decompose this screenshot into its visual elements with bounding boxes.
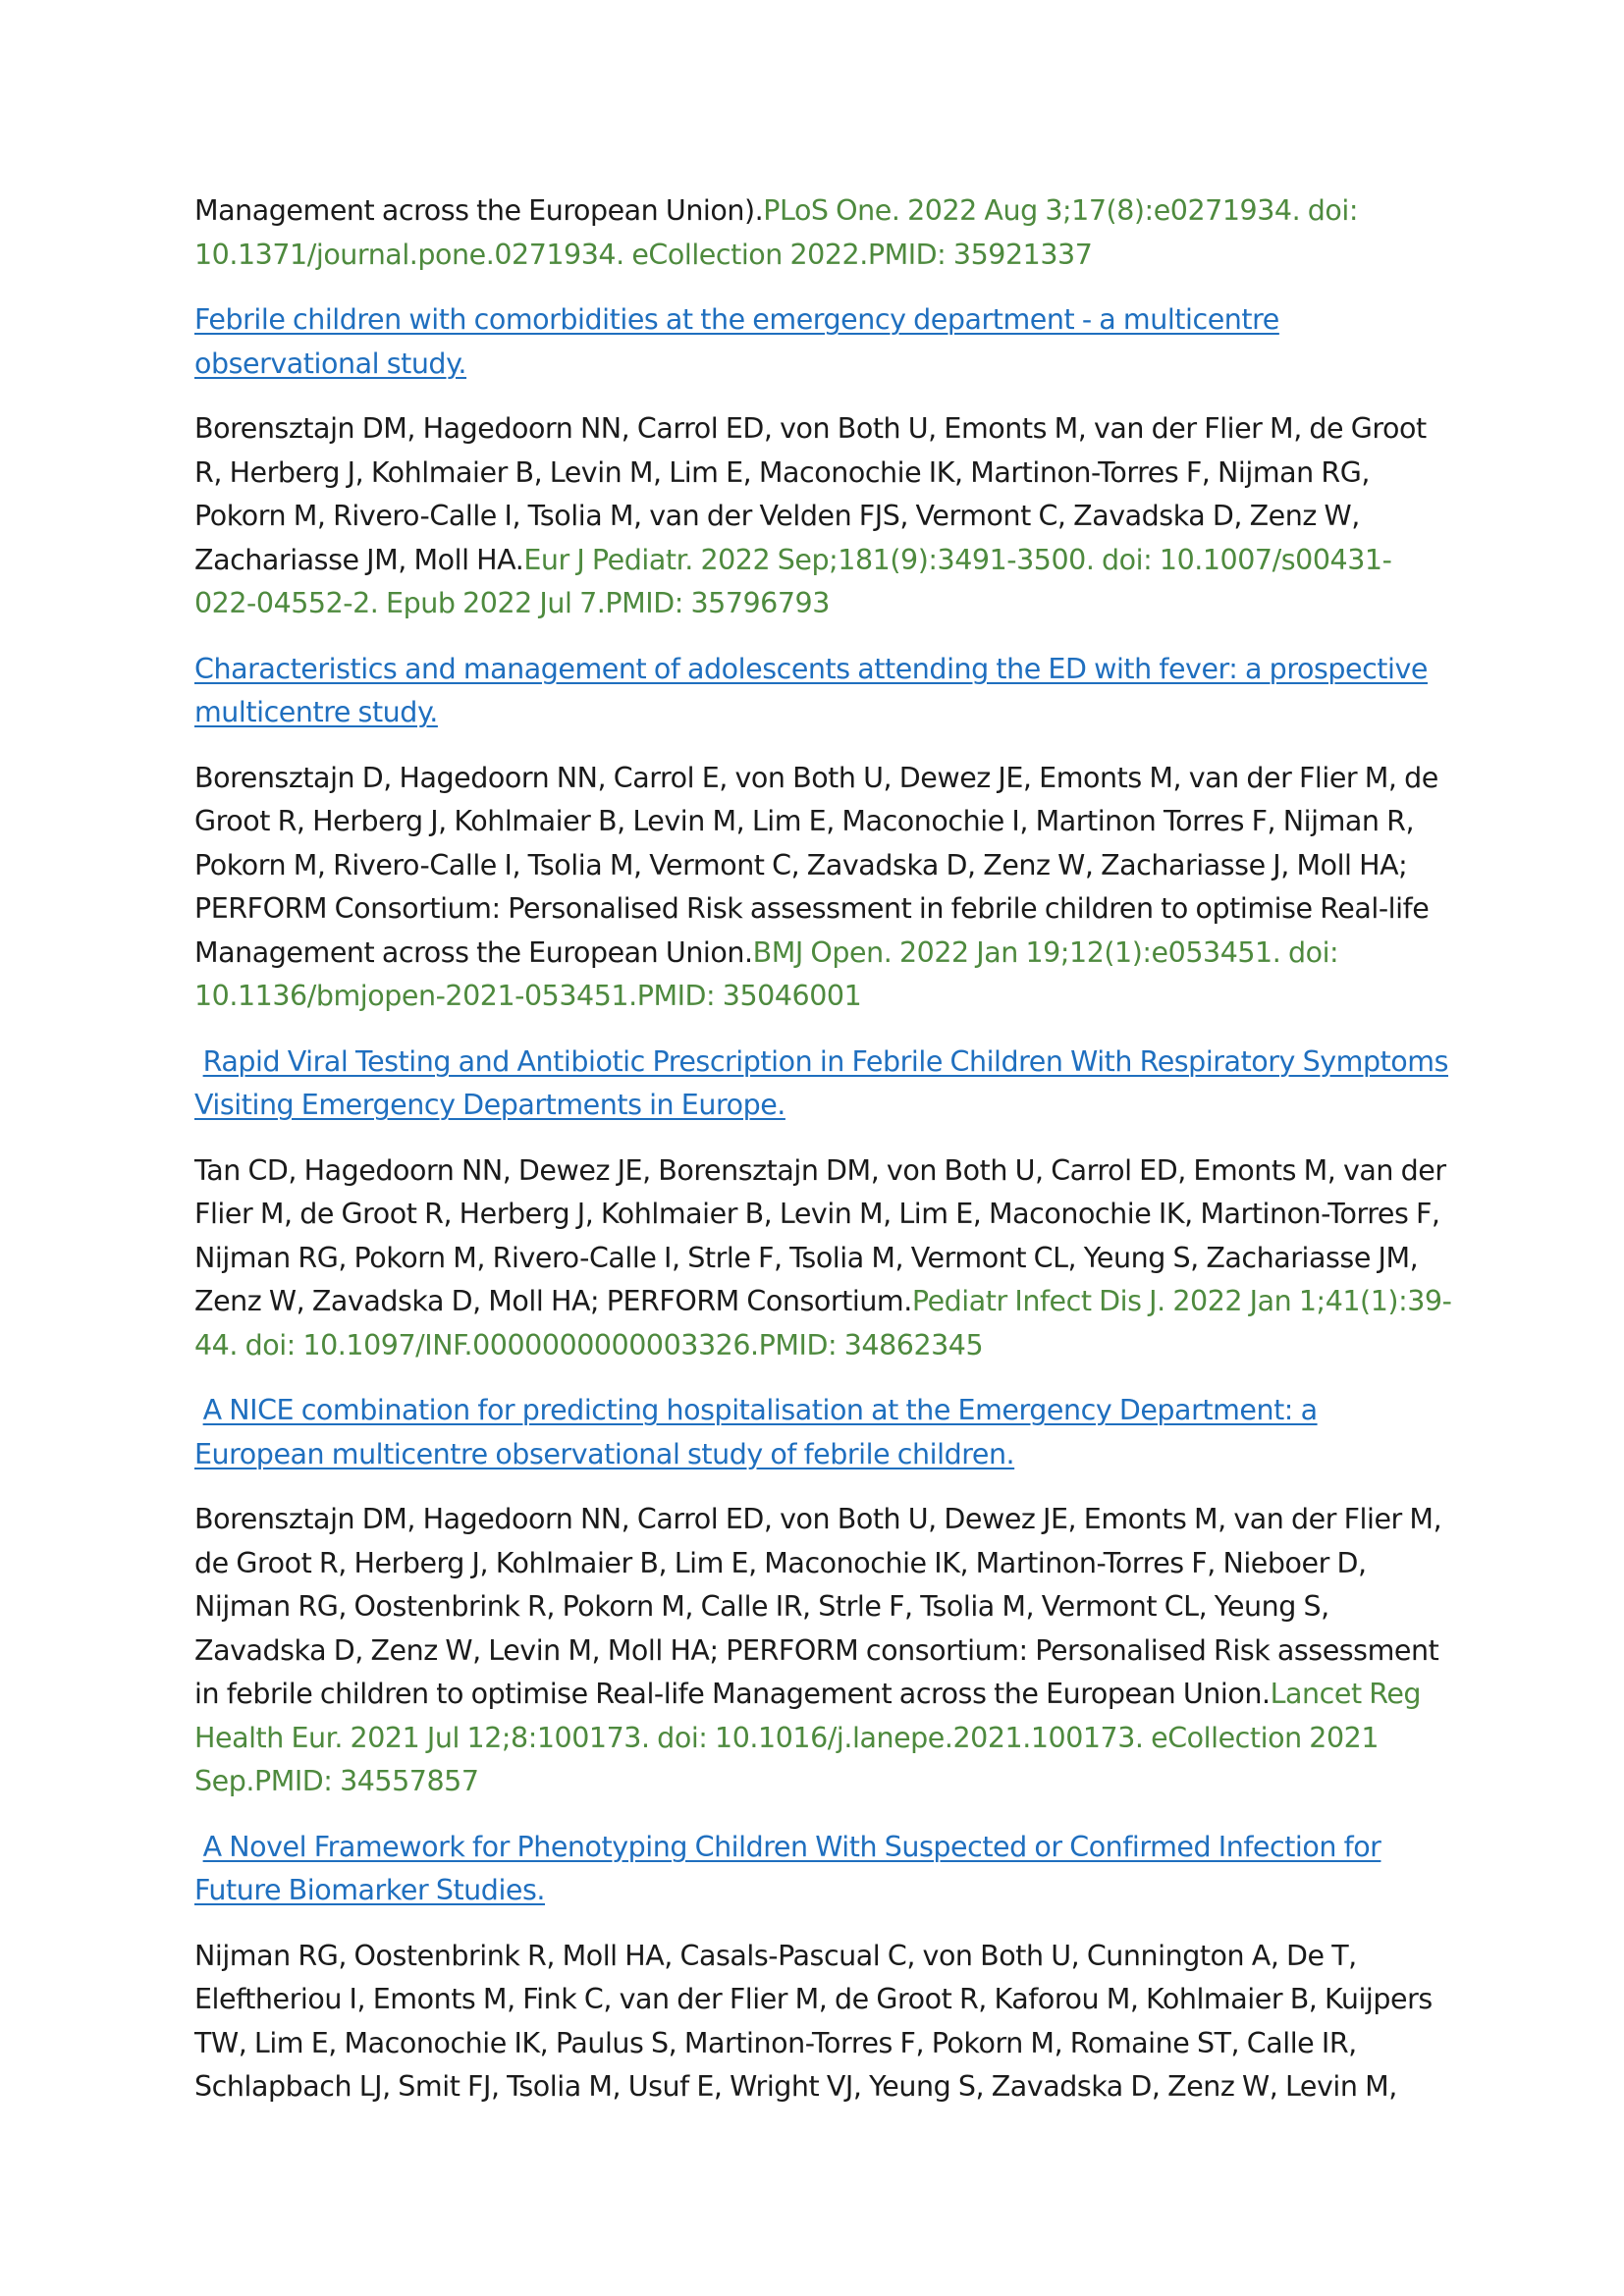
reference-citation: BMJ Open. 2022 Jan 19;12(1):e053451. doi: 10.1136/bmjopen-2021-053451.PMID: 35046001	[194, 935, 1339, 1012]
reference-title-4	[194, 1389, 1453, 1476]
reference-details-1	[194, 407, 1453, 626]
reference-title-2	[194, 648, 1453, 735]
reference-details-5	[194, 1935, 1453, 2109]
reference-details-2	[194, 757, 1453, 1019]
reference-authors: Nijman RG, Oostenbrink R, Moll HA, Casals-Pascual C, von Both U, Cunnington A, De T, Eleftheriou I, Emonts M, Fink C, van der Flier M, de Groot R, Kaforou M, Kohlmaier B, Kuijpers TW, Lim E, Maconochie IK, Paulus S, Martinon-Torres F, Pokorn M, Romaine ST, Calle IR, Schlapbach LJ, Smit FJ, Tsolia M, Usuf E, Wright VJ, Yeung S, Zavadska D, Zenz W, Levin M,	[194, 1939, 1433, 2103]
reference-authors: Tan CD, Hagedoorn NN, Dewez JE, Borensztajn DM, von Both U, Carrol ED, Emonts M, van der Flier M, de Groot R, Herberg J, Kohlmaier B, Levin M, Lim E, Maconochie IK, Martinon-Torres F, Nijman RG, Pokorn M, Rivero-Calle I, Strle F, Tsolia M, Vermont CL, Yeung S, Zachariasse JM, Zenz W, Zavadska D, Moll HA; PERFORM Consortium.	[194, 1153, 1446, 1317]
reference-authors: Borensztajn DM, Hagedoorn NN, Carrol ED, von Both U, Dewez JE, Emonts M, van der Flier M, de Groot R, Herberg J, Kohlmaier B, Lim E, Maconochie IK, Martinon-Torres F, Nieboer D, Nijman RG, Oostenbrink R, Pokorn M, Calle IR, Strle F, Tsolia M, Vermont CL, Yeung S, Zavadska D, Zenz W, Levin M, Moll HA; PERFORM consortium: Personalised Risk assessment in febrile children to optimise Real-life Management across the European Union.	[194, 1503, 1442, 1710]
reference-authors: Borensztajn DM, Hagedoorn NN, Carrol ED, von Both U, Emonts M, van der Flier M, de Groot R, Herberg J, Kohlmaier B, Levin M, Lim E, Maconochie IK, Martinon-Torres F, Nijman RG, Pokorn M, Rivero-Calle I, Tsolia M, van der Velden FJS, Vermont C, Zavadska D, Zenz W, Zachariasse JM, Moll HA.	[194, 412, 1427, 576]
reference-title-5	[194, 1826, 1453, 1913]
reference-citation: PLoS One. 2022 Aug 3;17(8):e0271934. doi: 10.1371/journal.pone.0271934. eCollection 2022.PMID: 35921337	[194, 194, 1359, 271]
reference-fragment	[194, 189, 1453, 277]
reference-title-3	[194, 1041, 1453, 1128]
reference-title-link[interactable]: A Novel Framework for Phenotyping Children With Suspected or Confirmed Infection for Future Biomarker Studies.	[194, 1830, 1381, 1906]
reference-details-3	[194, 1149, 1453, 1368]
reference-title-link[interactable]: Characteristics and management of adolescents attending the ED with fever: a prospective multicentre study.	[194, 652, 1428, 728]
reference-title-1	[194, 298, 1453, 386]
reference-title-link[interactable]: Rapid Viral Testing and Antibiotic Prescription in Febrile Children With Respiratory Symptoms Visiting Emergency Departments in Europe.	[194, 1044, 1449, 1121]
reference-authors: Management across the European Union).	[194, 194, 764, 227]
reference-citation: Pediatr Infect Dis J. 2022 Jan 1;41(1):39-44. doi: 10.1097/INF.0000000000003326.PMID: 34862345	[194, 1285, 1452, 1362]
reference-authors: Borensztajn D, Hagedoorn NN, Carrol E, von Both U, Dewez JE, Emonts M, van der Flier M, de Groot R, Herberg J, Kohlmaier B, Levin M, Lim E, Maconochie I, Martinon Torres F, Nijman R, Pokorn M, Rivero-Calle I, Tsolia M, Vermont C, Zavadska D, Zenz W, Zachariasse J, Moll HA; PERFORM Consortium: Personalised Risk assessment in febrile children to optimise Real-life Management across the European Union.	[194, 761, 1438, 969]
reference-details-4	[194, 1498, 1453, 1804]
document-page	[194, 189, 1453, 2131]
reference-citation: Eur J Pediatr. 2022 Sep;181(9):3491-3500. doi: 10.1007/s00431-022-04552-2. Epub 2022 Jul 7.PMID: 35796793	[194, 543, 1392, 619]
reference-title-link[interactable]: A NICE combination for predicting hospitalisation at the Emergency Department: a European multicentre observational study of febrile children.	[194, 1394, 1318, 1470]
reference-citation: Lancet Reg Health Eur. 2021 Jul 12;8:100173. doi: 10.1016/j.lanepe.2021.100173. eCollection 2021 Sep.PMID: 34557857	[194, 1678, 1422, 1797]
reference-title-link[interactable]: Febrile children with comorbidities at the emergency department - a multicentre observational study.	[194, 303, 1279, 380]
